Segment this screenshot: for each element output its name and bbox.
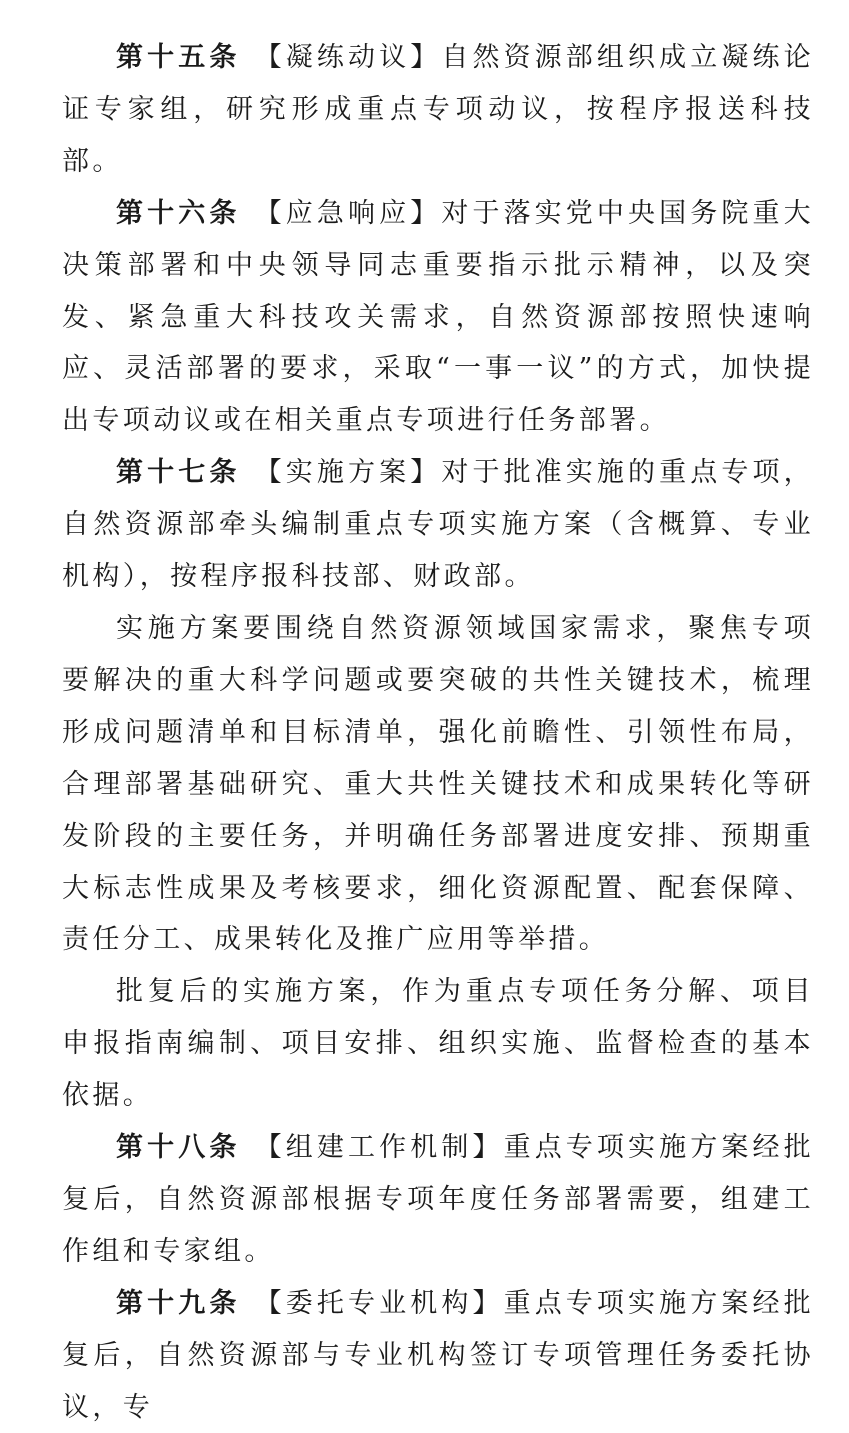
paragraph-text: 批复后的实施方案，作为重点专项任务分解、项目申报指南编制、项目安排、组织实施、监督检查的基本依据。 — [62, 976, 814, 1112]
article-body: 自然资源部组织成立凝练论证专家组，研究形成重点专项动议，按程序报送科技部。 — [62, 42, 814, 177]
article-title: 【实施方案】 — [253, 457, 442, 489]
article-15-paragraph — [62, 32, 814, 188]
article-body: 重点专项实施方案经批复后，自然资源部与专业机构签订专项管理任务委托协议，专 — [62, 1287, 814, 1423]
article-number: 第十五条 — [116, 42, 241, 73]
article-title: 【委托专业机构】 — [253, 1287, 504, 1319]
article-17-paragraph — [62, 447, 814, 603]
article-number: 第十九条 — [116, 1287, 241, 1319]
article-number: 第十八条 — [116, 1132, 241, 1164]
article-title: 【组建工作机制】 — [253, 1132, 504, 1164]
article-number: 第十六条 — [116, 197, 241, 229]
body-paragraph — [62, 603, 814, 966]
document-page — [62, 32, 814, 1433]
article-number: 第十七条 — [116, 457, 241, 489]
article-title: 【凝练动议】 — [253, 42, 442, 73]
article-19-paragraph — [62, 1278, 814, 1433]
paragraph-text: 实施方案要围绕自然资源领域国家需求，聚焦专项要解决的重大科学问题或要突破的共性关键技术，梳理形成问题清单和目标清单，强化前瞻性、引领性布局，合理部署基础研究、重大共性关键技术和成果转化等研发阶段的主要任务，并明确任务部署进度安排、预期重大标志性成果及考核要求，细化资源配置、配套保障、责任分工、成果转化及推广应用等举措。 — [62, 612, 814, 956]
article-body: 重点专项实施方案经批复后，自然资源部根据专项年度任务部署需要，组建工作组和专家组。 — [62, 1132, 814, 1267]
article-body: 对于批准实施的重点专项，自然资源部牵头编制重点专项实施方案（含概算、专业机构），按程序报科技部、财政部。 — [62, 457, 814, 593]
article-18-paragraph — [62, 1122, 814, 1278]
article-16-paragraph — [62, 188, 814, 448]
article-body: 对于落实党中央国务院重大决策部署和中央领导同志重要指示批示精神，以及突发、紧急重大科技攻关需求，自然资源部按照快速响应、灵活部署的要求，采取“一事一议”的方式，加快提出专项动议或在相关重点专项进行任务部署。 — [62, 197, 814, 437]
article-title: 【应急响应】 — [253, 197, 442, 229]
body-paragraph — [62, 966, 814, 1122]
